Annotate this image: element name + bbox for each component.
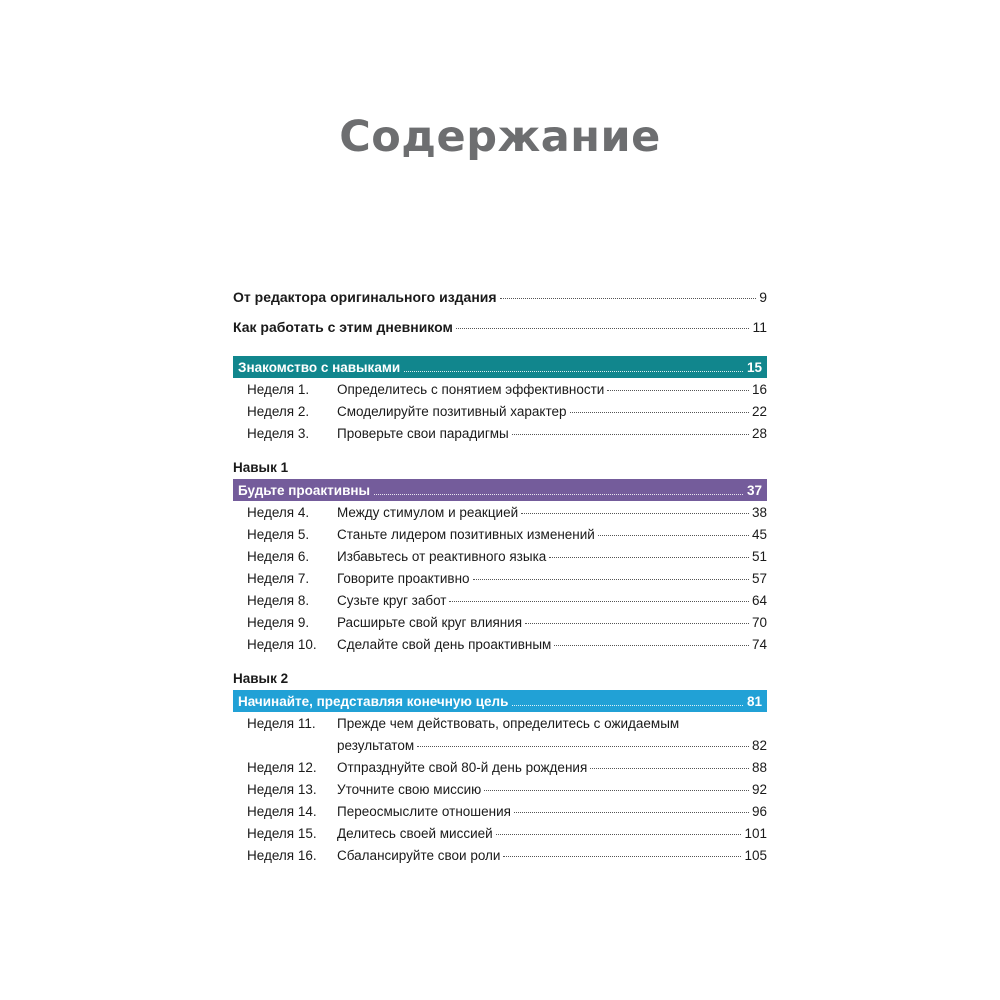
week-label: Неделя 15.	[247, 826, 317, 841]
dot-leader	[456, 328, 750, 329]
dot-leader	[417, 746, 749, 747]
section-header-habit-2[interactable]	[233, 690, 767, 712]
toc-page-number: 28	[751, 426, 767, 441]
week-label: Неделя 9.	[247, 615, 310, 630]
toc-page-number: 45	[751, 527, 767, 542]
dot-leader	[512, 705, 743, 706]
toc-page-number: 96	[751, 804, 767, 819]
toc-entry-title: Прежде чем действовать, определитесь с ожидаемым	[337, 716, 680, 731]
week-label: Неделя 16.	[247, 848, 317, 863]
toc-entry[interactable]	[247, 524, 767, 546]
toc-entry[interactable]	[247, 801, 767, 823]
dot-leader	[500, 298, 757, 299]
week-label: Неделя 10.	[247, 637, 317, 652]
dot-leader	[496, 834, 742, 835]
toc-page-number: 88	[751, 760, 767, 775]
toc-entry-title: Сделайте свой день проактивным	[337, 637, 552, 652]
toc-entry[interactable]	[247, 823, 767, 845]
week-label: Неделя 12.	[247, 760, 317, 775]
section-title: Начинайте, представляя конечную цель	[238, 693, 509, 709]
dot-leader	[598, 535, 749, 536]
toc-page-number: 101	[744, 826, 767, 841]
toc-entry[interactable]	[247, 713, 767, 757]
dot-leader	[521, 513, 749, 514]
section-title: Знакомство с навыками	[238, 359, 401, 375]
week-label: Неделя 3.	[247, 426, 310, 441]
toc-entry[interactable]	[247, 546, 767, 568]
toc-entry-title: Отпразднуйте свой 80-й день рождения	[337, 760, 588, 775]
dot-leader	[484, 790, 749, 791]
toc-entry[interactable]	[247, 568, 767, 590]
toc-entry-title: Переосмыслите отношения	[337, 804, 511, 819]
toc-entry[interactable]	[247, 845, 767, 867]
section-page-number: 15	[746, 359, 762, 375]
week-label: Неделя 11.	[247, 716, 316, 731]
toc-page-number: 82	[751, 738, 767, 753]
toc-page-number: 22	[751, 404, 767, 419]
toc-entry-title: Избавьтесь от реактивного языка	[337, 549, 547, 564]
toc-entry-title: Сбалансируйте свои роли	[337, 848, 501, 863]
section-header-habit-1[interactable]	[233, 479, 767, 501]
week-label: Неделя 2.	[247, 404, 310, 419]
toc-entry[interactable]	[247, 379, 767, 401]
dot-leader	[554, 645, 749, 646]
toc-entry[interactable]	[247, 401, 767, 423]
table-of-contents	[233, 286, 767, 867]
toc-entry[interactable]	[247, 612, 767, 634]
toc-entry-title: Делитесь своей миссией	[337, 826, 493, 841]
skill-label: Навык 2	[233, 671, 289, 686]
week-label: Неделя 1.	[247, 382, 310, 397]
toc-entry-title: Как работать с этим дневником	[233, 319, 453, 335]
toc-entry[interactable]	[247, 757, 767, 779]
toc-entry-title: Расширьте свой круг влияния	[337, 615, 523, 630]
toc-entry[interactable]	[247, 590, 767, 612]
week-label: Неделя 7.	[247, 571, 310, 586]
section-title: Будьте проактивны	[238, 482, 371, 498]
toc-page-number: 64	[751, 593, 767, 608]
dot-leader	[570, 412, 749, 413]
section-entries	[233, 712, 767, 867]
toc-entry-title: Определитесь с понятием эффективности	[337, 382, 605, 397]
dot-leader	[473, 579, 749, 580]
dot-leader	[449, 601, 748, 602]
toc-page-number: 74	[751, 637, 767, 652]
toc-entry[interactable]	[247, 779, 767, 801]
toc-page-number: 70	[751, 615, 767, 630]
toc-entry-title: Между стимулом и реакцией	[337, 505, 519, 520]
section-page-number: 81	[746, 693, 762, 709]
dot-leader	[404, 371, 743, 372]
dot-leader	[503, 856, 741, 857]
dot-leader	[549, 557, 749, 558]
toc-page-number: 38	[751, 505, 767, 520]
dot-leader	[514, 812, 749, 813]
toc-page-number: 51	[751, 549, 767, 564]
toc-entry-body	[337, 713, 767, 757]
page-title: Содержание	[339, 112, 661, 162]
toc-entry-title: Уточните свою миссию	[337, 782, 482, 797]
week-label: Неделя 14.	[247, 804, 317, 819]
week-label: Неделя 13.	[247, 782, 317, 797]
week-label: Неделя 5.	[247, 527, 310, 542]
section-page-number: 37	[746, 482, 762, 498]
toc-entry-title: Станьте лидером позитивных изменений	[337, 527, 595, 542]
dot-leader	[607, 390, 749, 391]
dot-leader	[512, 434, 749, 435]
toc-front-item[interactable]	[233, 286, 767, 308]
toc-entry[interactable]	[247, 423, 767, 445]
toc-entry-title: Смоделируйте позитивный характер	[337, 404, 567, 419]
toc-entry-title: Говорите проактивно	[337, 571, 470, 586]
toc-page-number: 16	[751, 382, 767, 397]
section-entries	[233, 378, 767, 445]
dot-leader	[590, 768, 749, 769]
week-label: Неделя 6.	[247, 549, 310, 564]
toc-entry-title: Сузьте круг забот	[337, 593, 447, 608]
toc-entry[interactable]	[247, 502, 767, 524]
toc-entry[interactable]	[247, 634, 767, 656]
toc-page-number: 92	[751, 782, 767, 797]
dot-leader	[374, 494, 743, 495]
toc-page-number: 105	[744, 848, 767, 863]
section-entries	[233, 501, 767, 656]
skill-label: Навык 1	[233, 460, 289, 475]
toc-page-number: 57	[751, 571, 767, 586]
toc-page-number: 11	[752, 319, 767, 335]
week-label: Неделя 8.	[247, 593, 310, 608]
toc-page-number: 9	[759, 289, 767, 305]
dot-leader	[525, 623, 749, 624]
toc-entry-title: Проверьте свои парадигмы	[337, 426, 509, 441]
section-header-intro[interactable]	[233, 356, 767, 378]
toc-front-item[interactable]	[233, 316, 767, 338]
toc-entry-title: От редактора оригинального издания	[233, 289, 497, 305]
toc-entry-title-line2: результатом	[337, 738, 415, 753]
week-label: Неделя 4.	[247, 505, 310, 520]
toc-entry-continuation	[337, 735, 767, 757]
